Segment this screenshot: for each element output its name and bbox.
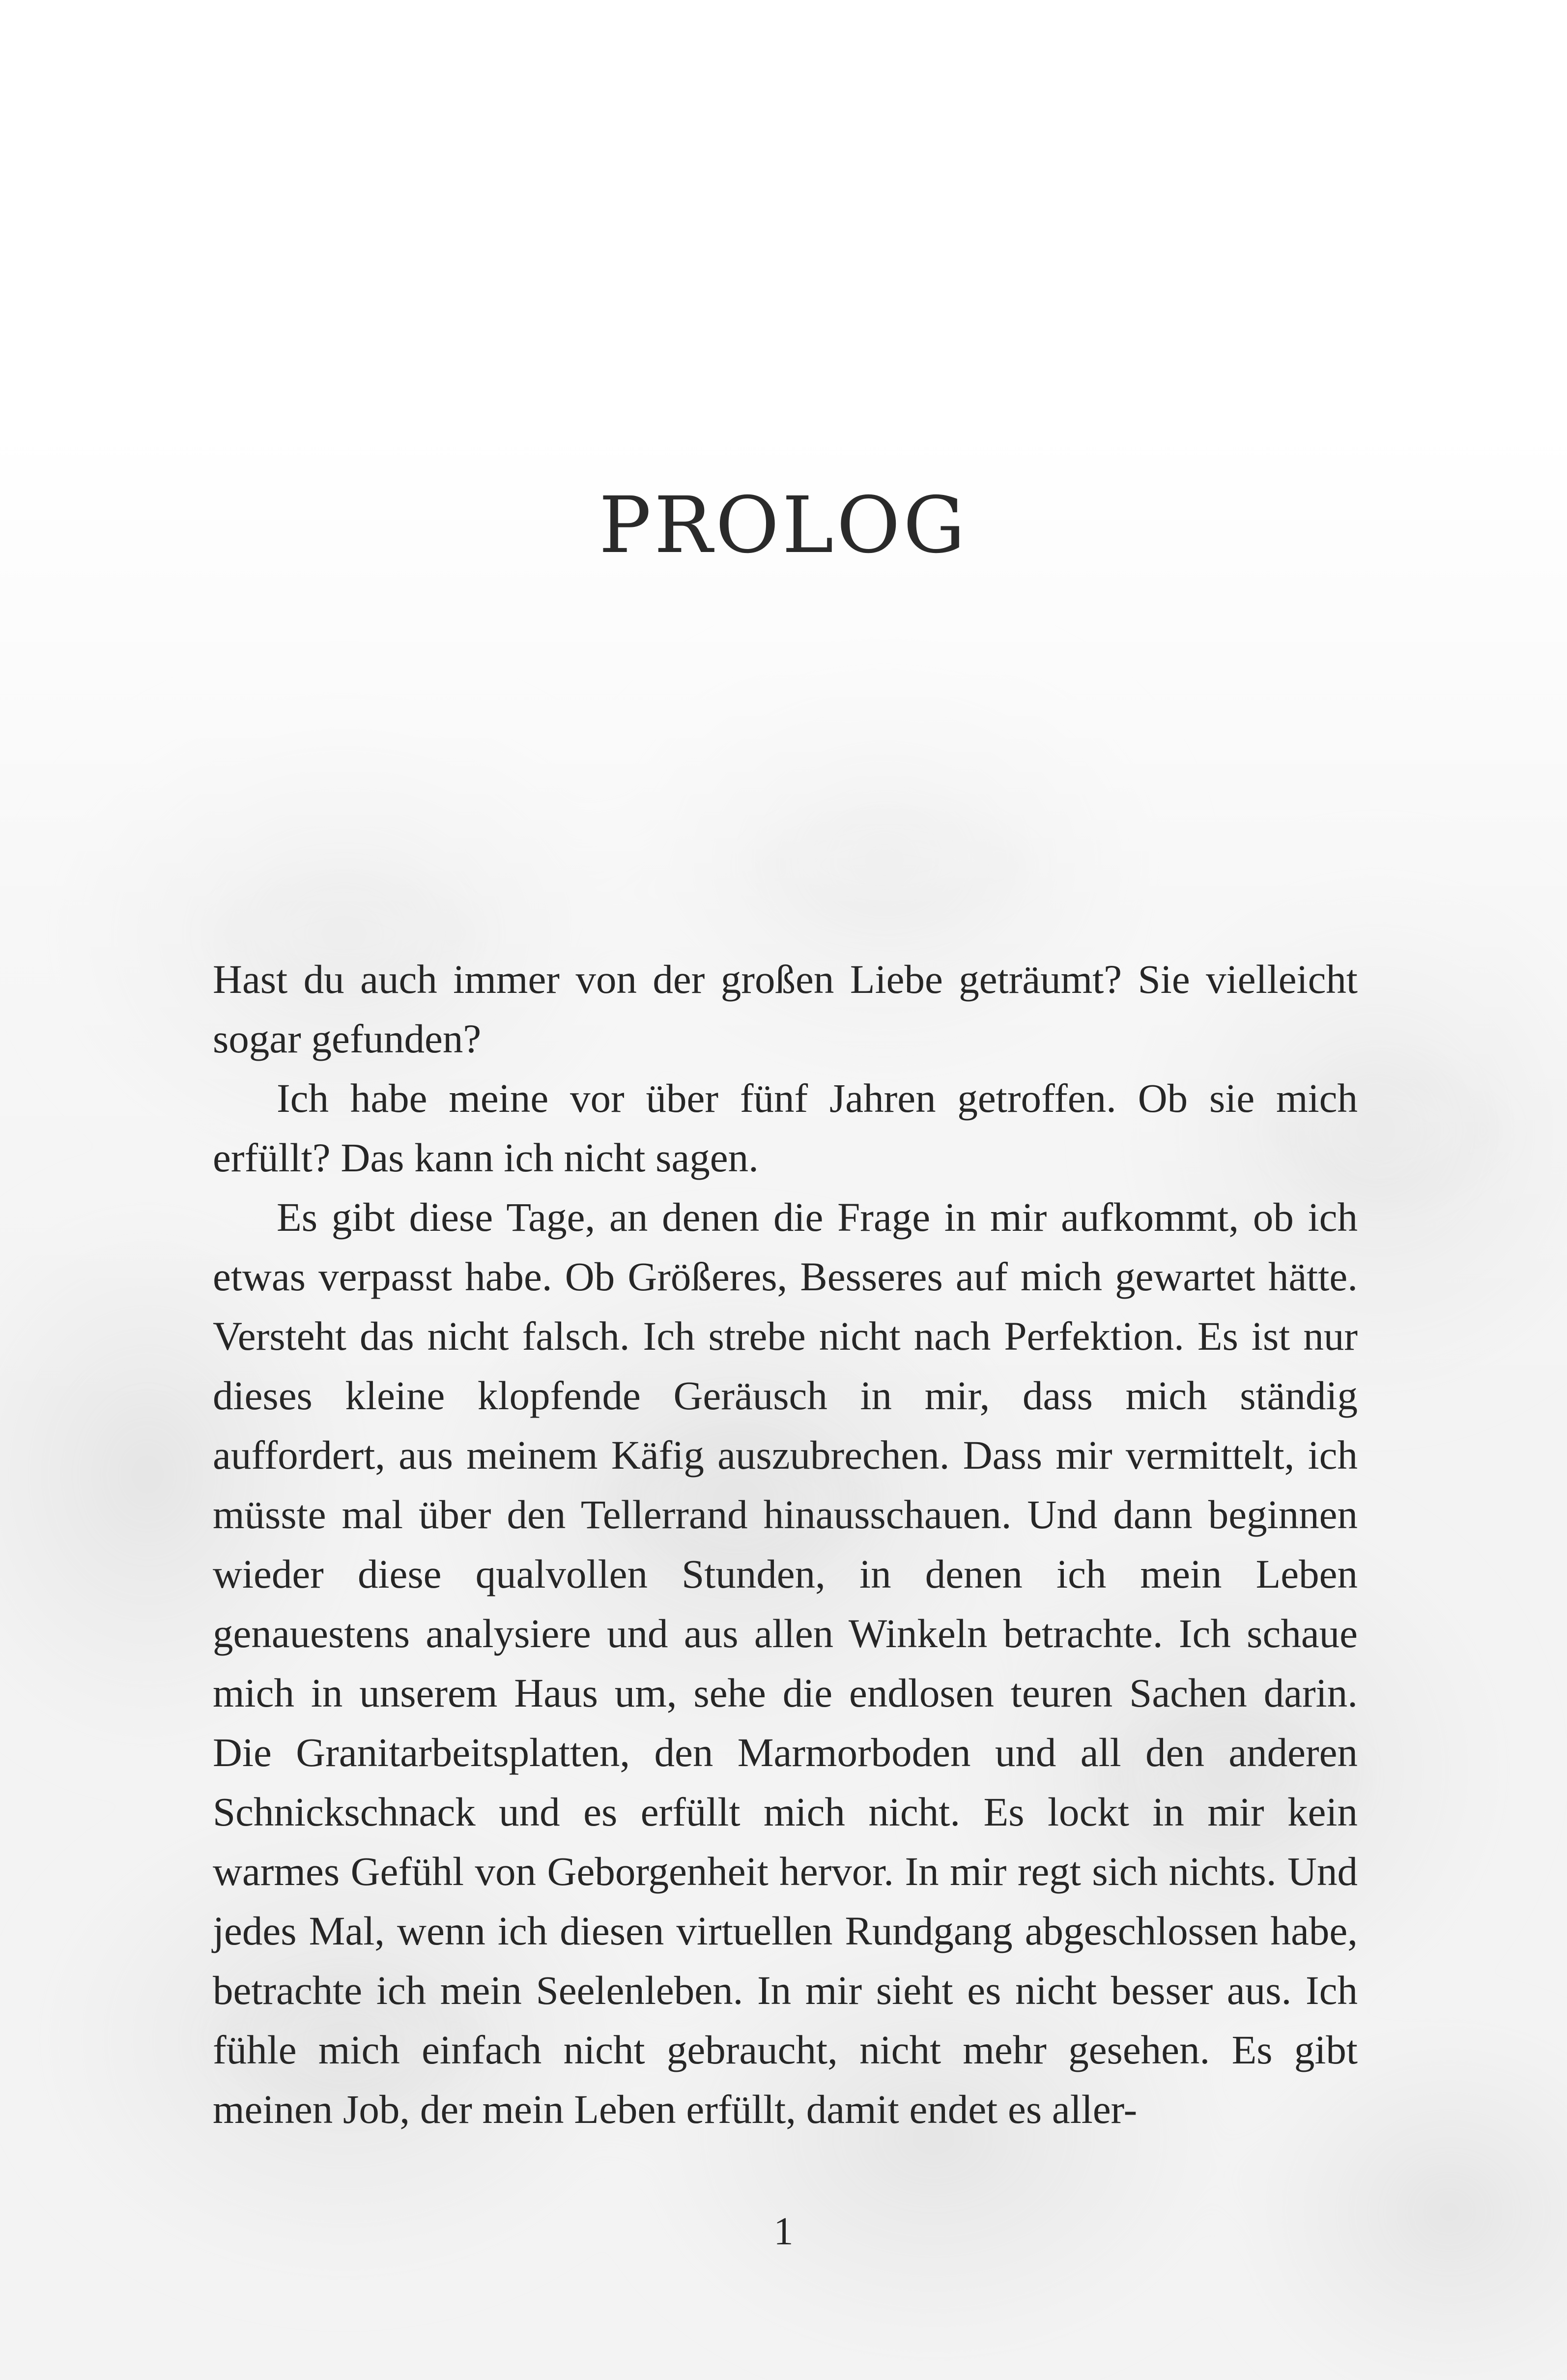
paragraph: Es gibt diese Tage, an denen die Frage in mir aufkommt, ob ich etwas verpasst habe. Ob Größeres, Besseres auf mich gewartet hätte. Versteht das nicht falsch. Ich strebe nicht nach Perfektion. Es ist nur dieses kleine klopfende Geräusch in mir, dass mich ständig auffordert, aus meinem Käfig auszubrechen. Dass mir vermittelt, ich müsste mal über den Tellerrand hinausschauen. Und dann beginnen wieder diese qualvollen Stunden, in denen ich mein Leben genauestens analysiere und aus allen Winkeln betrachte. Ich schaue mich in unserem Haus um, sehe die endlosen teuren Sachen darin. Die Granitarbeitsplatten, den Marmorboden und all den anderen Schnickschnack und es erfüllt mich nicht. Es lockt in mir kein warmes Gefühl von Geborgenheit hervor. In mir regt sich nichts. Und jedes Mal, wenn ich diesen virtuellen Rundgang abgeschlossen habe, betrachte ich mein Seelenleben. In mir sieht es nicht besser aus. Ich fühle mich einfach nicht gebraucht, nicht mehr gesehen. Es gibt meinen Job, der mein Leben erfüllt, damit endet es aller- xyxy=(213,1194,1358,2132)
paragraph: Hast du auch immer von der großen Liebe geträumt? Sie vielleicht sogar gefunden? xyxy=(213,957,1358,1061)
chapter-title: PROLOG xyxy=(598,480,969,571)
paragraph: Ich habe meine vor über fünf Jahren getroffen. Ob sie mich erfüllt? Das kann ich nicht sagen. xyxy=(213,1075,1358,1180)
body-text xyxy=(213,950,1358,2139)
page-number: 1 xyxy=(773,2210,794,2253)
